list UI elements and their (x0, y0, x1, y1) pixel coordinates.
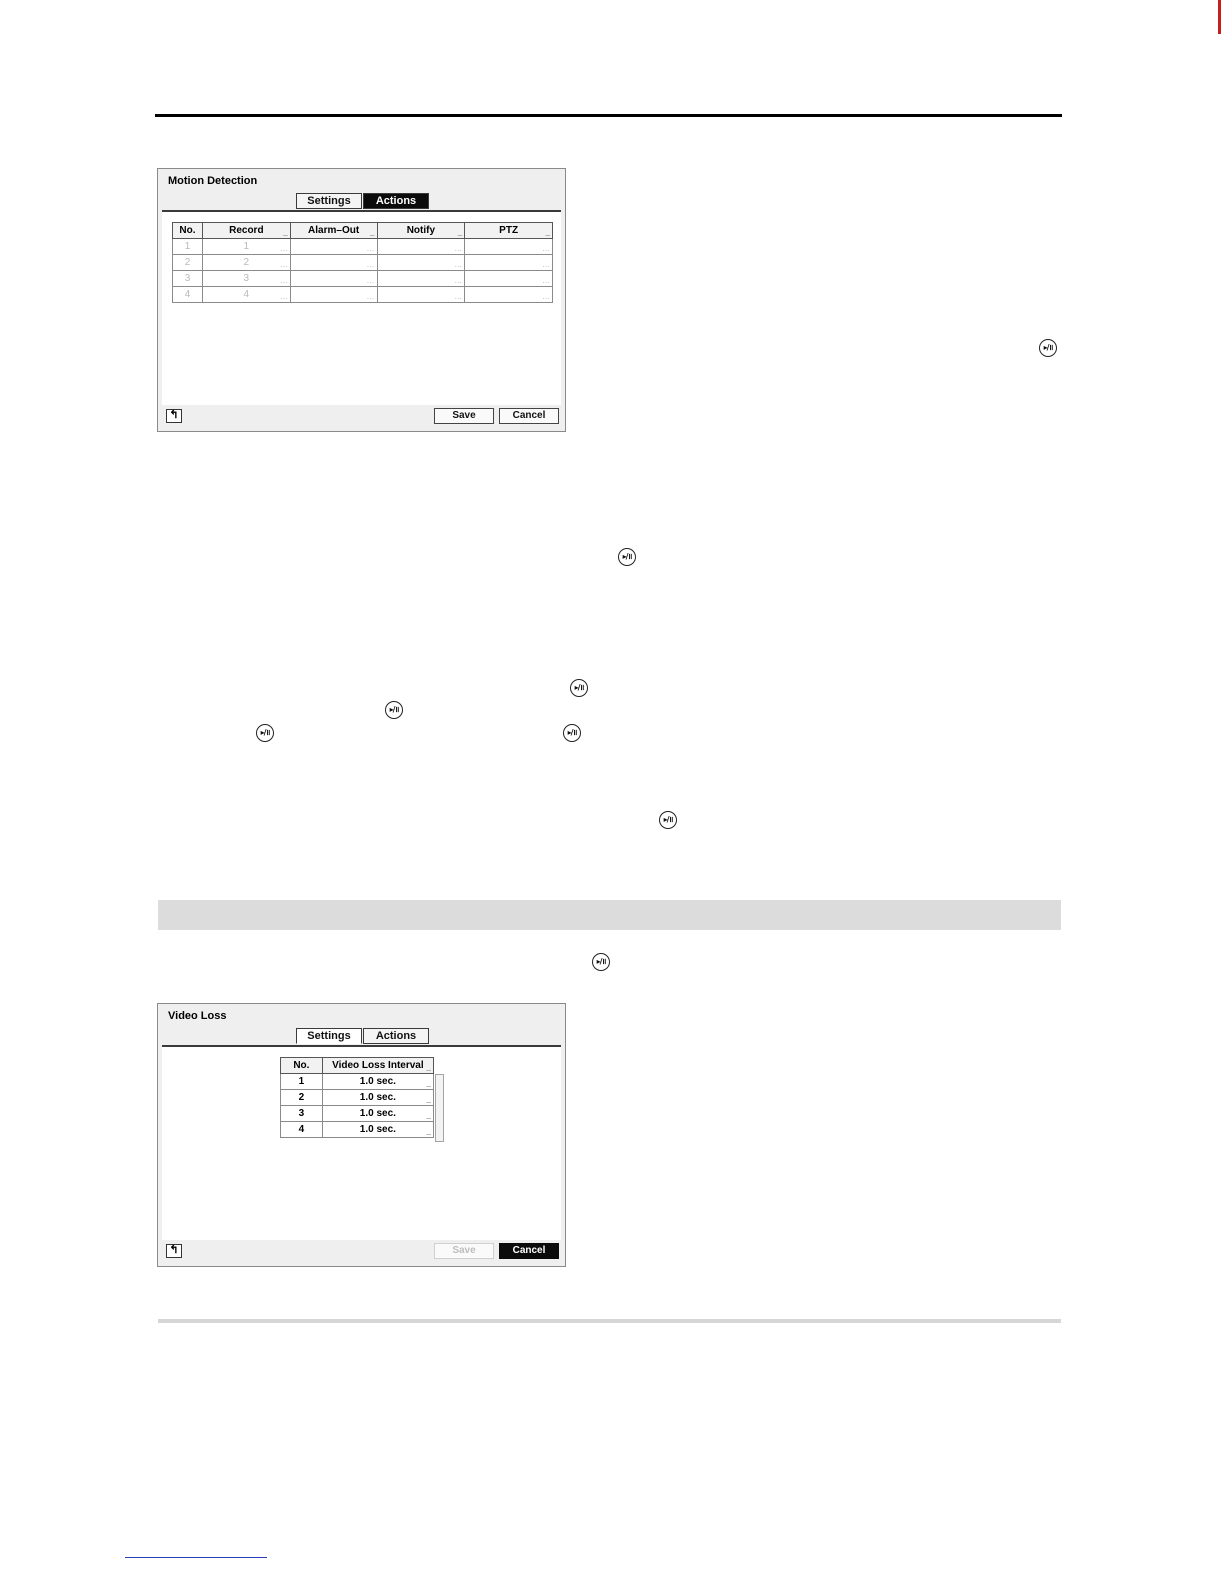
ptz-cell[interactable]: … (465, 287, 553, 303)
dialog-title: Video Loss (168, 1010, 227, 1022)
play-pause-button-icon: ▸/॥ (256, 724, 274, 742)
row-number: 2 (281, 1090, 323, 1106)
record-cell[interactable]: 3 … (202, 271, 290, 287)
row-number: 4 (281, 1122, 323, 1138)
table-row (173, 255, 553, 271)
alarm-out-cell[interactable]: … (290, 271, 377, 287)
play-pause-button-icon: ▸/॥ (1039, 339, 1057, 357)
header-rule (155, 114, 1062, 117)
row-number: 2 (173, 255, 203, 271)
actions-table (172, 222, 553, 303)
interval-cell[interactable]: 1.0 sec. _ (322, 1090, 433, 1106)
notify-cell[interactable]: … (377, 255, 465, 271)
back-button[interactable] (166, 1244, 182, 1258)
row-number: 3 (281, 1106, 323, 1122)
video-loss-table (280, 1057, 434, 1138)
dialog-content-area (162, 1045, 561, 1242)
alarm-out-cell[interactable]: … (290, 255, 377, 271)
play-pause-button-icon: ▸/॥ (618, 548, 636, 566)
table-row (281, 1090, 434, 1106)
play-pause-button-icon: ▸/॥ (659, 811, 677, 829)
back-arrow-icon: ↰ (169, 409, 179, 421)
row-number: 3 (173, 271, 203, 287)
interval-cell[interactable]: 1.0 sec. _ (322, 1122, 433, 1138)
dialog-content-area (162, 210, 561, 407)
play-pause-button-icon: ▸/॥ (592, 953, 610, 971)
column-header-alarm-out[interactable]: Alarm–Out _ (290, 223, 377, 239)
alarm-out-cell[interactable]: … (290, 239, 377, 255)
table-row (281, 1074, 434, 1090)
interval-cell[interactable]: 1.0 sec. _ (322, 1074, 433, 1090)
ptz-cell[interactable]: … (465, 255, 553, 271)
column-header-notify[interactable]: Notify _ (377, 223, 465, 239)
motion-detection-dialog (157, 168, 566, 432)
table-scrollbar[interactable] (435, 1074, 444, 1142)
table-row (281, 1122, 434, 1138)
record-cell[interactable]: 1 … (202, 239, 290, 255)
ptz-cell[interactable]: … (465, 271, 553, 287)
video-loss-dialog (157, 1003, 566, 1267)
play-pause-button-icon: ▸/॥ (570, 679, 588, 697)
column-header-record[interactable]: Record _ (202, 223, 290, 239)
alarm-out-cell[interactable]: … (290, 287, 377, 303)
section-heading-band (158, 900, 1061, 930)
column-header-no: No. (281, 1058, 323, 1074)
dialog-button-bar (162, 1240, 561, 1264)
back-button[interactable] (166, 409, 182, 423)
row-number: 1 (281, 1074, 323, 1090)
column-header-no: No. (173, 223, 203, 239)
notify-cell[interactable]: … (377, 271, 465, 287)
table-row (281, 1106, 434, 1122)
row-number: 4 (173, 287, 203, 303)
cancel-button[interactable]: Cancel (499, 408, 559, 424)
row-number: 1 (173, 239, 203, 255)
play-pause-button-icon: ▸/॥ (385, 701, 403, 719)
save-button[interactable]: Save (434, 408, 494, 424)
table-row (173, 239, 553, 255)
back-arrow-icon: ↰ (169, 1244, 179, 1256)
tab-actions[interactable]: Actions (363, 1028, 429, 1044)
footer-link-underline[interactable] (125, 1557, 267, 1558)
tab-settings[interactable]: Settings (296, 1028, 362, 1044)
ptz-cell[interactable]: … (465, 239, 553, 255)
footer-rule (158, 1319, 1061, 1323)
column-header-ptz[interactable]: PTZ _ (465, 223, 553, 239)
dialog-button-bar (162, 405, 561, 429)
save-button[interactable]: Save (434, 1243, 494, 1259)
notify-cell[interactable]: … (377, 287, 465, 303)
cancel-button[interactable]: Cancel (499, 1243, 559, 1259)
table-row (173, 271, 553, 287)
table-row (173, 287, 553, 303)
record-cell[interactable]: 2 … (202, 255, 290, 271)
tab-actions[interactable]: Actions (363, 193, 429, 209)
notify-cell[interactable]: … (377, 239, 465, 255)
column-header-video-loss-interval[interactable]: Video Loss Interval _ (322, 1058, 433, 1074)
play-pause-button-icon: ▸/॥ (563, 724, 581, 742)
page-edge-marker (1218, 0, 1221, 34)
dialog-title: Motion Detection (168, 175, 258, 187)
record-cell[interactable]: 4 … (202, 287, 290, 303)
interval-cell[interactable]: 1.0 sec. _ (322, 1106, 433, 1122)
tab-settings[interactable]: Settings (296, 193, 362, 209)
